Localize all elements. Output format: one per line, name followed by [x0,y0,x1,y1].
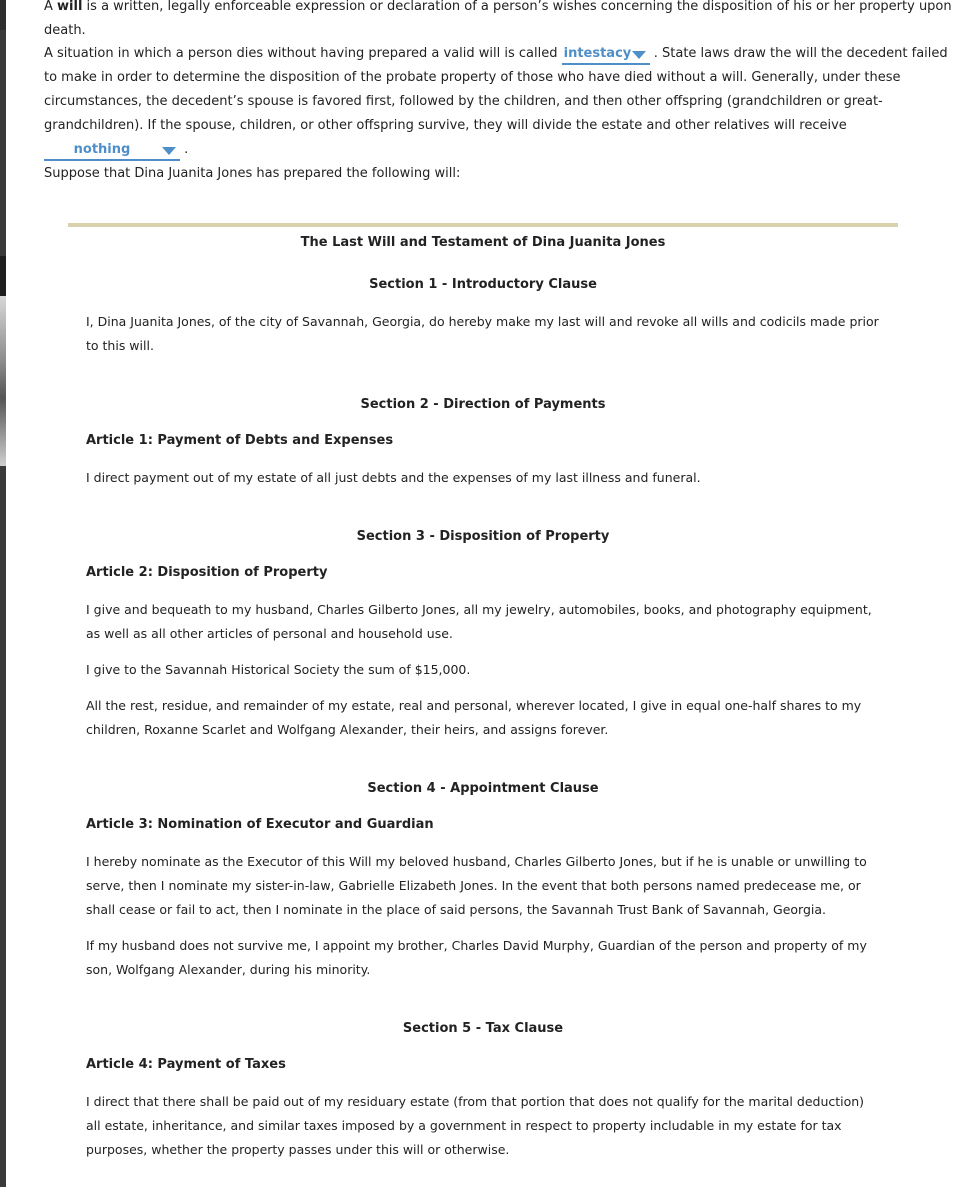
section-4-title: Section 4 - Appointment Clause [367,781,599,796]
article-4-title: Article 4: Payment of Taxes [86,1057,286,1072]
will-title: The Last Will and Testament of Dina Juanita Jones [300,235,666,250]
article-2-title: Article 2: Disposition of Property [86,565,328,580]
chevron-down-icon [162,147,176,155]
article-2-text-3: All the rest, residue, and remainder of my estate, real and personal, wherever located, I give in equal one-half shares to my children, Roxanne Scarlet and Wolfgang Alexander, their heirs, and assigns forever. [86,698,862,737]
left-window-edge [0,0,6,1187]
intro-paragraph: A will is a written, legally enforceable expression or declaration of a person’s wishes concerning the disposition of his or her property upon death. [44,0,952,38]
article-3-text-1: I hereby nominate as the Executor of this Will my beloved husband, Charles Gilberto Jones, but if he is unable or unwilling to serve, then I nominate my sister-in-law, Gabrielle Elizabeth Jones. In the event that both persons named predecease me, or shall cease or fail to act, then I nominate in the place of said persons, the Savannah Trust Bank of Savannah, Georgia. [86,854,867,917]
will-term: will [57,0,83,14]
intestacy-dropdown[interactable]: intestacy [562,45,650,65]
article-4-text: I direct that there shall be paid out of my residuary estate (from that portion that does not qualify for the marital deduction) all estate, inheritance, and similar taxes imposed by a government in respect to property includable in my estate for tax purposes, whether the property passes under this will or otherwise. [86,1094,865,1157]
article-1-text: I direct payment out of my estate of all just debts and the expenses of my last illness and funeral. [86,470,701,485]
article-3-text-2: If my husband does not survive me, I appoint my brother, Charles David Murphy, Guardian of the person and property of my son, Wolfgang Alexander, during his minority. [86,938,867,977]
article-1-title: Article 1: Payment of Debts and Expenses [86,433,394,448]
section-3-title: Section 3 - Disposition of Property [356,529,610,544]
article-2-text-1: I give and bequeath to my husband, Charles Gilberto Jones, all my jewelry, automobiles, books, and photography equipment, as well as all other articles of personal and household use. [86,602,872,641]
section-5-title: Section 5 - Tax Clause [402,1021,564,1036]
will-document [68,223,898,1157]
article-2-text-2: I give to the Savannah Historical Society the sum of $15,000. [86,662,471,677]
section-2-title: Section 2 - Direction of Payments [360,397,606,412]
relatives-receive-dropdown[interactable]: nothing [44,141,180,161]
chevron-down-icon [632,51,646,59]
situation-paragraph: A situation in which a person dies without having prepared a valid will is called intestacy . State laws draw the will the decedent failed to make in order to determine the disposition of the probate property of those who have died without a will. Generally, under these circumstances, the decedent’s spouse is favored first, followed by the children, and then other offspring (grandchildren or great-grandchildren). If the spouse, children, or other offspring survive, they will divide the estate and other relatives will receive nothing . [44,42,958,162]
will-top-rule [68,223,898,227]
section-1-title: Section 1 - Introductory Clause [369,277,597,292]
article-3-title: Article 3: Nomination of Executor and Guardian [86,817,434,832]
section-1-text: I, Dina Juanita Jones, of the city of Savannah, Georgia, do hereby make my last will and revoke all wills and codicils made prior to this will. [86,314,879,353]
suppose-paragraph: Suppose that Dina Juanita Jones has prepared the following will: [44,166,461,181]
